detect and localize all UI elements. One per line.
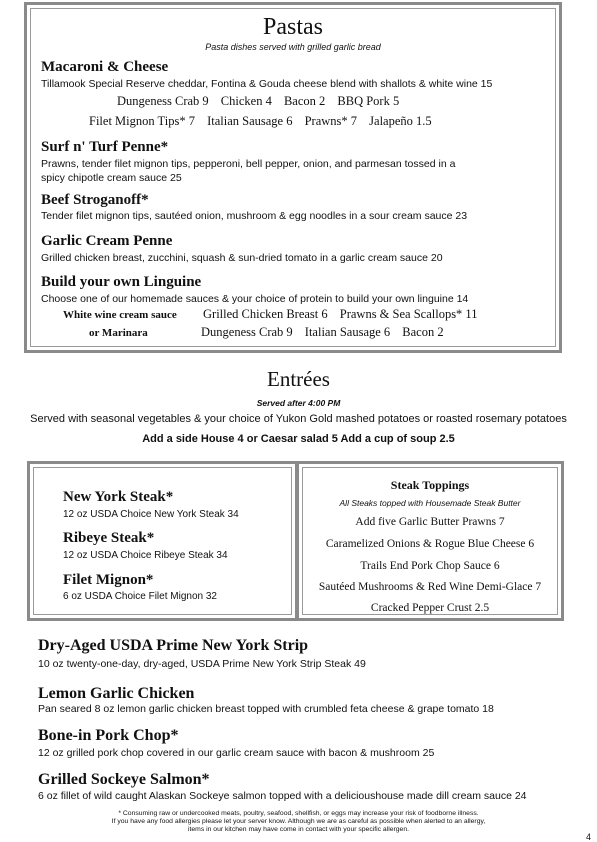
entree-desc: 6 oz fillet of wild caught Alaskan Sockeye salmon topped with a delicioushouse made dill cream sauce 24 (38, 790, 527, 802)
surf-desc-2: spicy chipotle cream sauce 25 (41, 172, 182, 184)
steaks-section (27, 461, 298, 621)
topping-item: Trails End Pork Chop Sauce 6 (360, 560, 500, 572)
toppings-subtitle: All Steaks topped with Housemade Steak Butter (339, 498, 521, 508)
mac-desc: Tillamook Special Reserve cheddar, Fontina & Gouda cheese blend with shallots & white wine 15 (41, 78, 493, 90)
garlic-name: Garlic Cream Penne (41, 233, 173, 249)
build-option: Italian Sausage 6 (304, 325, 391, 339)
beef-desc: Tender filet mignon tips, sautéed onion, mushroom & egg noodles in a sour cream sauce 23 (41, 210, 468, 222)
mac-option: Dungeness Crab 9 (117, 94, 209, 108)
entrees-sides: Add a side House 4 or Caesar salad 5 Add a cup of soup 2.5 (142, 433, 455, 445)
pastas-section (24, 2, 562, 353)
build-options-2 (201, 325, 453, 339)
mac-name: Macaroni & Cheese (41, 59, 169, 75)
build-option: Prawns & Sea Scallops* 11 (339, 307, 478, 321)
entrees-served-after: Served after 4:00 PM (256, 398, 341, 408)
entrees-title: Entrées (267, 367, 330, 391)
build-option: Bacon 2 (402, 325, 444, 339)
steak-name: Ribeye Steak* (63, 530, 155, 546)
entree-desc: 12 oz grilled pork chop covered in our garlic cream sauce with bacon & mushroom 25 (38, 747, 435, 759)
topping-item: Cracked Pepper Crust 2.5 (370, 602, 490, 614)
steak-toppings-section (296, 461, 564, 621)
entree-desc: Pan seared 8 oz lemon garlic chicken breast topped with crumbled feta cheese & grape tomato 18 (38, 703, 494, 715)
mac-options-1 (117, 94, 408, 108)
page-number: 4 (585, 832, 591, 842)
entree-name: Dry-Aged USDA Prime New York Strip (38, 637, 309, 654)
build-sauce-2: or Marinara (89, 327, 148, 339)
build-option: Grilled Chicken Breast 6 (203, 307, 328, 321)
topping-item: Sautéed Mushrooms & Red Wine Demi-Glace 7 (318, 581, 542, 593)
steak-name: New York Steak* (63, 489, 174, 505)
mac-option: Chicken 4 (220, 94, 272, 108)
mac-option: Filet Mignon Tips* 7 (89, 114, 195, 128)
footer-disclaimer-1: * Consuming raw or undercooked meats, poultry, seafood, shellfish, or eggs may increase your risk of foodborne illness. (118, 810, 479, 817)
mac-options-2 (89, 114, 441, 128)
beef-name: Beef Stroganoff* (41, 192, 149, 208)
footer-disclaimer-3: items in our kitchen may have come in contact with your specific allergen. (188, 826, 409, 833)
toppings-title: Steak Toppings (390, 478, 470, 492)
build-options-1 (203, 307, 486, 321)
steak-desc: 12 oz USDA Choice New York Steak 34 (63, 509, 239, 520)
steak-name: Filet Mignon* (63, 572, 154, 588)
pastas-subtitle: Pasta dishes served with grilled garlic bread (205, 42, 381, 52)
surf-name: Surf n' Turf Penne* (41, 139, 169, 155)
footer-disclaimer-2: If you have any food allergies please let your server know. Although we are as careful as possible when alerted to an allergy, (111, 818, 486, 825)
mac-option: Bacon 2 (283, 94, 326, 108)
mac-option: Jalapeño 1.5 (369, 114, 432, 128)
entrees-served-with: Served with seasonal vegetables & your choice of Yukon Gold mashed potatoes or roasted rosemary potatoes (30, 413, 567, 425)
garlic-desc: Grilled chicken breast, zucchini, squash & sun-dried tomato in a garlic cream sauce 20 (41, 252, 443, 264)
mac-option: Italian Sausage 6 (207, 114, 293, 128)
entree-desc: 10 oz twenty-one-day, dry-aged, USDA Prime New York Strip Steak 49 (38, 658, 366, 670)
topping-item: Caramelized Onions & Rogue Blue Cheese 6 (325, 538, 535, 550)
steak-desc: 6 oz USDA Choice Filet Mignon 32 (63, 591, 217, 602)
mac-option: Prawns* 7 (304, 114, 358, 128)
build-name: Build your own Linguine (41, 274, 202, 290)
mac-option: BBQ Pork 5 (337, 94, 400, 108)
entree-name: Lemon Garlic Chicken (38, 685, 195, 702)
topping-item: Add five Garlic Butter Prawns 7 (355, 516, 505, 528)
build-desc: Choose one of our homemade sauces & your choice of protein to build your own linguine 14 (41, 293, 469, 305)
entree-name: Bone-in Pork Chop* (38, 727, 179, 744)
entree-name: Grilled Sockeye Salmon* (38, 771, 210, 788)
steak-desc: 12 oz USDA Choice Ribeye Steak 34 (63, 550, 228, 561)
build-option: Dungeness Crab 9 (201, 325, 293, 339)
build-sauce-1: White wine cream sauce (63, 309, 177, 321)
surf-desc-1: Prawns, tender filet mignon tips, pepperoni, bell pepper, onion, and parmesan tossed in a (41, 158, 456, 170)
pastas-title: Pastas (263, 14, 323, 40)
